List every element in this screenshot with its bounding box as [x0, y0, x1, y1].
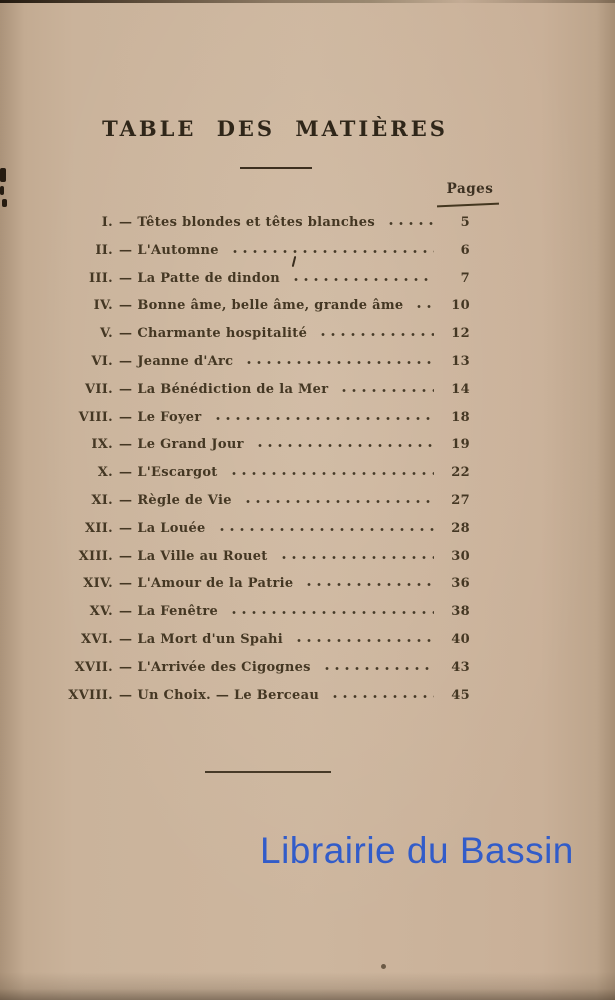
toc-entry-title: Bonne âme, belle âme, grande âme [137, 298, 404, 314]
dot-leader [277, 555, 434, 560]
toc-entry-dash: — [119, 492, 133, 508]
dot-leader [384, 221, 434, 226]
dot-leader [227, 471, 434, 476]
toc-entry-dash: — [119, 215, 133, 230]
toc-entry-title: Le Foyer [137, 409, 202, 425]
toc-entry [45, 209, 470, 237]
toc-entry-dash: — [119, 270, 133, 286]
dot-leader [211, 416, 434, 421]
toc-entry-numeral: II. [95, 242, 113, 258]
toc-entry-page: 40 [451, 631, 470, 647]
toc-entry-title: L'Arrivée des Cigognes [137, 659, 311, 675]
toc-entry [45, 570, 470, 598]
dot-leader [412, 304, 434, 309]
paper-stain [2, 199, 7, 207]
toc-entry-numeral: VII. [85, 381, 113, 397]
scan-top-edge-shadow [0, 0, 615, 3]
toc-entry [45, 543, 470, 571]
toc-entry-title: L'Amour de la Patrie [137, 576, 294, 592]
toc-entry-title: La Ville au Rouet [137, 548, 268, 564]
toc-entry-numeral: XVII. [74, 659, 113, 675]
dot-leader [316, 332, 434, 337]
toc-entry-page: 13 [451, 353, 470, 369]
dot-leader [242, 360, 434, 365]
toc-entry [45, 487, 470, 515]
paper-stain [0, 186, 4, 195]
dot-leader [253, 443, 434, 448]
dot-leader [292, 638, 434, 643]
toc-entry-dash: — [119, 548, 133, 564]
toc-entry-title: La Patte de dindon [137, 270, 281, 286]
toc-entry-dash: — [119, 437, 133, 453]
pages-header-underline [437, 203, 499, 208]
toc-entry [45, 431, 470, 459]
toc-entry-dash: — [119, 298, 133, 314]
toc-entry-title: La Bénédiction de la Mer [137, 381, 329, 397]
toc-entry-dash: — [119, 353, 133, 369]
toc-entry-numeral: XII. [85, 520, 113, 536]
toc-entry [45, 515, 470, 543]
toc-entry-numeral: VI. [91, 353, 113, 369]
toc-entry-numeral: X. [97, 465, 113, 481]
toc-entry-dash: — [119, 604, 133, 620]
toc-entry-title: Règle de Vie [137, 492, 232, 508]
toc-entry-title: Charmante hospitalité [137, 326, 308, 342]
footer-rule [205, 771, 331, 773]
table-of-contents [45, 209, 470, 709]
toc-entry-page: 18 [451, 409, 470, 425]
toc-entry-dash: — [119, 381, 133, 397]
dot-leader [215, 527, 434, 532]
toc-entry-numeral: XVI. [81, 631, 113, 647]
toc-entry-page: 30 [451, 548, 470, 564]
toc-entry [45, 626, 470, 654]
dot-leader [320, 666, 434, 671]
toc-entry-page: 36 [451, 576, 470, 592]
toc-entry-dash: — [119, 520, 133, 536]
toc-entry-page: 38 [451, 604, 470, 620]
bookseller-watermark: Librairie du Bassin [260, 830, 574, 871]
dot-leader [328, 694, 434, 699]
toc-entry [45, 292, 470, 320]
toc-entry [45, 265, 470, 293]
toc-entry [45, 348, 470, 376]
toc-entry-page: 27 [451, 492, 470, 508]
toc-entry-page: 12 [451, 326, 470, 342]
toc-entry-numeral: IX. [91, 437, 113, 453]
toc-entry-dash: — [119, 659, 133, 675]
toc-entry-dash: — [119, 465, 133, 481]
dot-leader [228, 249, 434, 254]
toc-entry-dash: — [119, 242, 133, 258]
title-rule [240, 167, 312, 169]
toc-entry-dash: — [119, 631, 133, 647]
toc-entry [45, 376, 470, 404]
toc-entry [45, 459, 470, 487]
toc-entry [45, 320, 470, 348]
dot-leader [289, 277, 434, 282]
toc-entry-numeral: III. [89, 270, 113, 286]
toc-entry-dash: — [119, 326, 133, 342]
toc-entry-title: L'Automne [137, 242, 219, 258]
toc-entry [45, 654, 470, 682]
toc-entry-title: Le Grand Jour [137, 437, 244, 453]
toc-entry-page: 22 [451, 465, 470, 481]
toc-entry-dash: — [119, 409, 133, 425]
toc-entry [45, 598, 470, 626]
toc-entry-page: 14 [451, 381, 470, 397]
dot-leader [337, 388, 434, 393]
toc-entry-numeral: XIV. [83, 576, 113, 592]
toc-entry [45, 404, 470, 432]
page-title: TABLE DES MATIÈRES [102, 116, 448, 141]
toc-entry-page: 28 [451, 520, 470, 536]
toc-entry-title: Un Choix. — Le Berceau [137, 687, 320, 703]
toc-entry-numeral: V. [100, 326, 113, 342]
toc-entry-title: La Mort d'un Spahi [137, 631, 284, 647]
toc-entry-title: La Louée [137, 520, 206, 536]
toc-entry-dash: — [119, 576, 133, 592]
toc-entry-title: Jeanne d'Arc [137, 353, 234, 369]
toc-entry-page: 7 [460, 270, 470, 286]
toc-entry-page: 10 [451, 298, 470, 314]
toc-entry-title: L'Escargot [137, 465, 218, 481]
dot-leader [227, 610, 434, 615]
toc-entry-page: 19 [451, 437, 470, 453]
toc-entry-numeral: XV. [89, 604, 113, 620]
toc-entry [45, 237, 470, 265]
toc-entry-title: Têtes blondes et têtes blanches [137, 215, 375, 230]
toc-entry-page: 5 [460, 215, 470, 230]
toc-entry-dash: — [119, 687, 133, 703]
toc-entry-numeral: VIII. [78, 409, 113, 425]
toc-entry-page: 45 [451, 687, 470, 703]
toc-entry [45, 682, 470, 710]
dot-leader [241, 499, 434, 504]
paper-stain [0, 168, 6, 182]
toc-entry-numeral: XIII. [78, 548, 113, 564]
paper-stain [381, 964, 386, 969]
toc-entry-numeral: IV. [93, 298, 113, 314]
toc-entry-numeral: XI. [91, 492, 113, 508]
toc-entry-page: 43 [451, 659, 470, 675]
toc-entry-numeral: XVIII. [68, 687, 113, 703]
toc-entry-page: 6 [460, 242, 470, 258]
dot-leader [302, 582, 434, 587]
toc-entry-title: La Fenêtre [137, 604, 219, 620]
toc-entry-numeral: I. [101, 215, 113, 230]
pages-column-header: Pages [446, 181, 494, 197]
